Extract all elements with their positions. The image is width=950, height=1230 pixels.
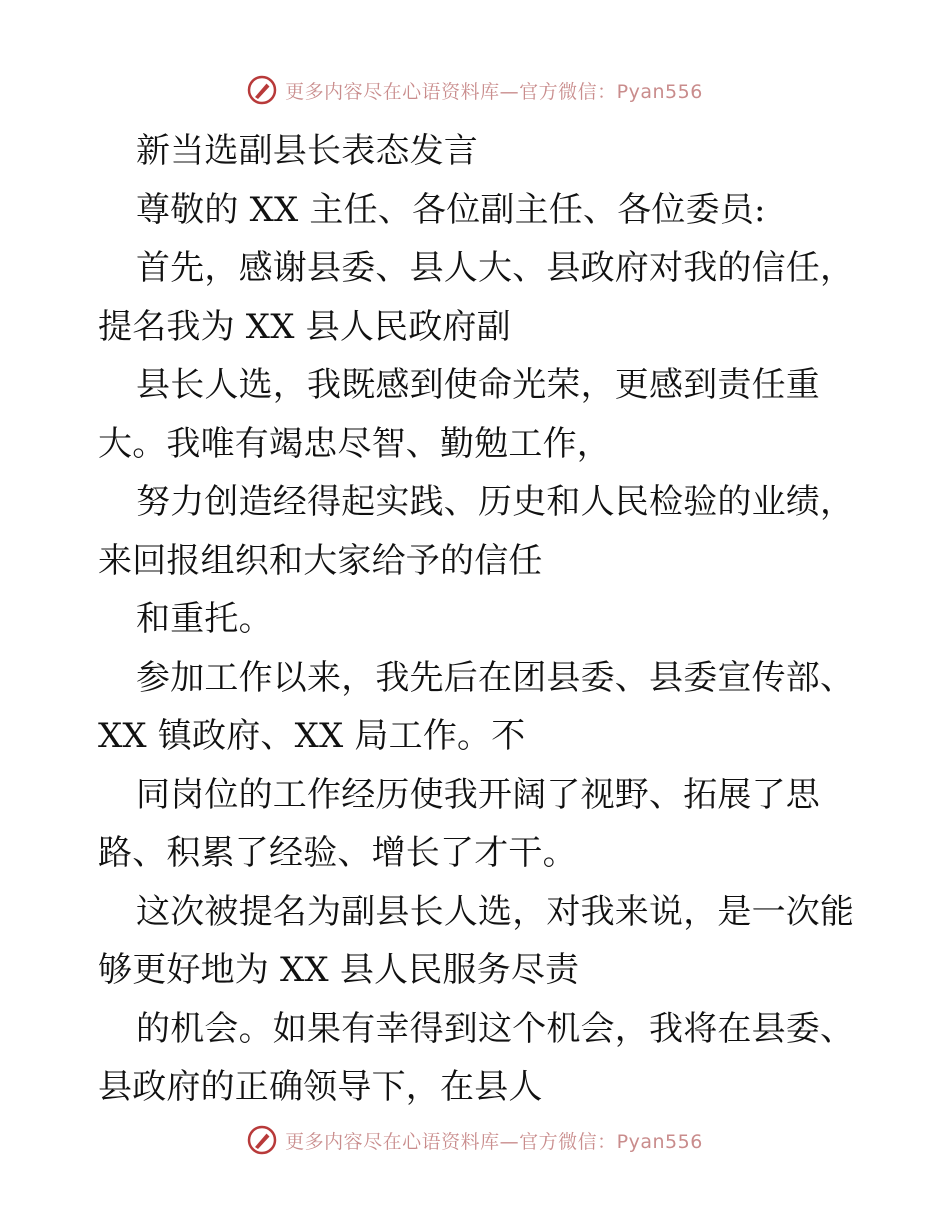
paragraph-line: 的机会。如果有幸得到这个机会，我将在县委、: [136, 1008, 855, 1049]
paragraph-line: 大。我唯有竭忠尽智、勤勉工作，: [98, 423, 611, 464]
paragraph-line: 和重托。: [136, 599, 273, 639]
paragraph-line: 路、积累了经验、增长了才干。: [98, 833, 577, 873]
salutation-line: 尊敬的 XX 主任、各位副主任、各位委员:: [136, 189, 766, 230]
paragraph-line: 提名我为 XX 县人民政府副: [98, 306, 511, 347]
paragraph-line: 参加工作以来，我先后在团县委、县委宣传部、: [136, 657, 855, 698]
paragraph-line: 来回报组织和大家给予的信任: [98, 540, 543, 581]
header-banner: [0, 70, 950, 110]
footer-banner: [0, 1120, 950, 1160]
paragraph-line: 够更好地为 XX 县人民服务尽责: [98, 950, 580, 990]
document-title: 新当选副县长表态发言: [136, 131, 478, 171]
red-quill-seal-logo-icon: [247, 1125, 277, 1155]
paragraph-line: 同岗位的工作经历使我开阔了视野、拓展了思: [136, 774, 820, 815]
paragraph-line: 县政府的正确领导下，在县人: [98, 1067, 543, 1107]
paragraph-line: 这次被提名为副县长人选，对我来说，是一次能: [136, 891, 855, 932]
paragraph-line: XX 镇政府、XX 局工作。不: [98, 716, 526, 756]
document-body: [98, 122, 858, 1117]
paragraph-line: 首先，感谢县委、县人大、县政府对我的信任，: [136, 248, 855, 288]
header-banner-text: 更多内容尽在心语资料库—官方微信：Pyan556: [285, 80, 703, 103]
paragraph-line: 县长人选，我既感到使命光荣，更感到责任重: [136, 365, 820, 405]
footer-banner-text: 更多内容尽在心语资料库—官方微信：Pyan556: [285, 1130, 703, 1153]
red-quill-seal-logo-icon: [247, 75, 277, 105]
paragraph-line: 努力创造经得起实践、历史和人民检验的业绩，: [136, 482, 855, 522]
